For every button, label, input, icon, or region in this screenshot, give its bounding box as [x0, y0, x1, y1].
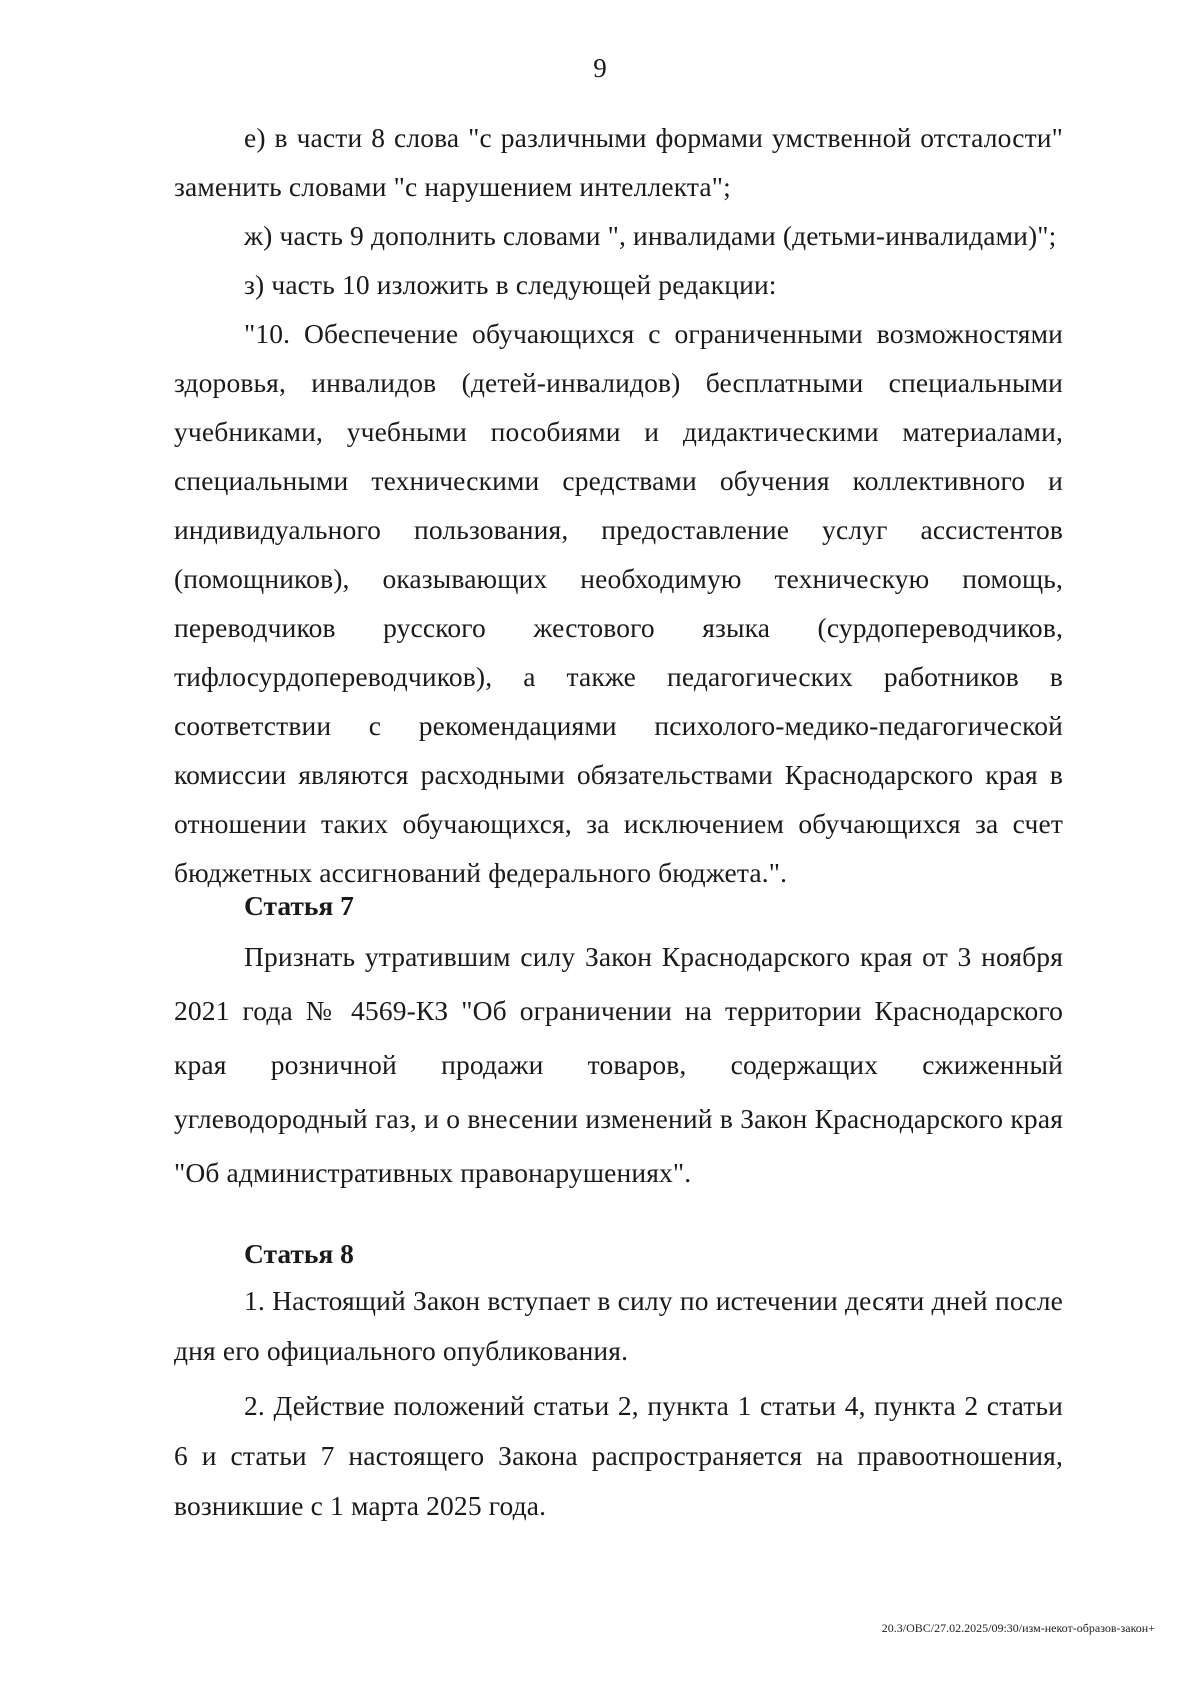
paragraph-zh: ж) часть 9 дополнить словами ", инвалидами (детьми-инвалидами)"; [244, 220, 1057, 251]
page-number: 9 [593, 53, 607, 83]
paragraph-part-10: "10. Обеспечение обучающихся с ограниченными возможностями здоровья, инвалидов (детей-инвалидов) бесплатными специальными учебниками, учебными пособиями и дидактическими материалами, специальными техническими средствами обучения коллективного и индивидуального пользования, предоставление услуг ассистентов (помощников), оказывающих необходимую техническую помощь, переводчиков русского жестового языка (сурдопереводчиков, тифлосурдопереводчиков), а также педагогических работников в соответствии с рекомендациями психолого-медико-педагогической комиссии являются расходными обязательствами Краснодарского края в отношении таких обучающихся, за исключением обучающихся за счет бюджетных ассигнований федерального бюджета.". [174, 318, 1063, 888]
paragraph-z: з) часть 10 изложить в следующей редакции: [244, 269, 777, 300]
article-8-item-1: 1. Настоящий Закон вступает в силу по истечении десяти дней после дня его официального опубликования. [174, 1285, 1063, 1366]
article-8-item-2: 2. Действие положений статьи 2, пункта 1 статьи 4, пункта 2 статьи 6 и статьи 7 настоящего Закона распространяется на правоотношения, возникшие с 1 марта 2025 года. [174, 1390, 1063, 1521]
article-7-body [174, 930, 1063, 1200]
article-7-text: Признать утратившим силу Закон Краснодарского края от 3 ноября 2021 года № 4569-КЗ "Об ограничении на территории Краснодарского края розничной продажи товаров, содержащих сжиженный углеводородный газ, и о внесении изменений в Закон Краснодарского края "Об административных правонарушениях". [174, 941, 1063, 1188]
article-8-heading: Статья 8 [244, 1238, 354, 1269]
document-footer-code: 20.3/ОВС/27.02.2025/09:30/изм-некот-образов-закон+ [881, 1621, 1155, 1635]
article-7-heading: Статья 7 [244, 890, 354, 921]
article-8-body [174, 1276, 1063, 1531]
paragraph-e: е) в части 8 слова "с различными формами умственной отсталости" заменить словами "с нарушением интеллекта"; [174, 122, 1063, 202]
amendments-block [174, 113, 1063, 897]
